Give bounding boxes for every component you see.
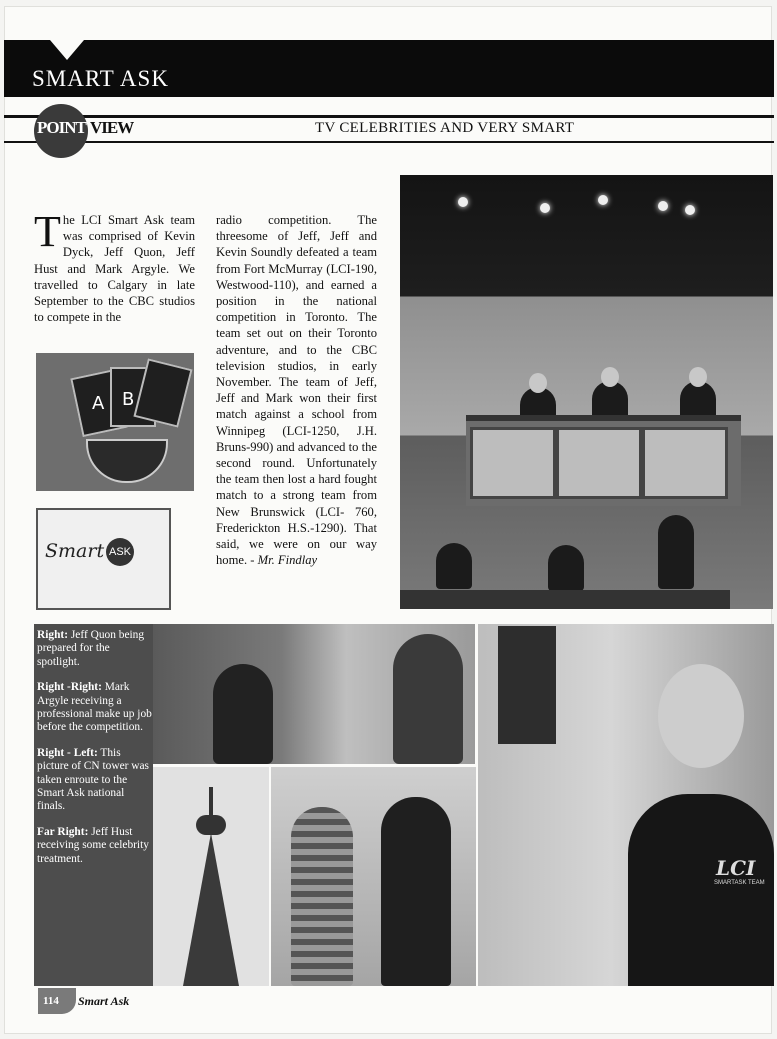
contestant-head [601, 367, 619, 387]
shirt-logo-subtitle: SMARTASK TEAM [714, 880, 765, 886]
section-subtitle: TV CELEBRITIES AND VERY SMART [315, 120, 575, 136]
studio-light [540, 203, 550, 213]
studio-light [598, 195, 608, 205]
studio-light [658, 201, 668, 211]
studio-crew [548, 545, 584, 591]
studio-light [458, 197, 468, 207]
article-signature: - Mr. Findlay [250, 553, 318, 568]
footer-label: Smart Ask [78, 994, 130, 1008]
rule-bottom [4, 141, 774, 143]
subject [381, 797, 451, 986]
logo-point-text: POINT [37, 118, 86, 137]
smart-ask-illustration [36, 353, 194, 491]
article-col1-text: he LCI Smart Ask team was comprised of Kevin Dyck, Jeff Quon, Jeff Hust and Mark Argyle. We travelled to Calgary in late September to the CBC studios to compete in the [34, 213, 195, 325]
header-notch [50, 40, 84, 60]
makeup-artist [393, 634, 463, 764]
caption-item: Far Right: Jeff Hust receiving some celebrity treatment. [37, 825, 149, 865]
drop-cap: T [34, 207, 61, 256]
tower-body [183, 833, 239, 986]
desk-screen [642, 427, 728, 499]
caption-item: Right -Right: Mark Argyle receiving a professional make up job before the competition. [37, 681, 152, 734]
contestant-head [529, 373, 547, 393]
page-number: 114 [43, 995, 59, 1007]
studio-crew [658, 515, 694, 589]
logo-view-text: VIEW [90, 118, 134, 137]
subject [213, 664, 273, 764]
logo-smart-text: Smart [45, 540, 105, 562]
contestant-head [689, 367, 707, 387]
desk-screen [470, 427, 556, 499]
jeff-hust-photo [478, 624, 774, 986]
desk-screen [556, 427, 642, 499]
studio-crew [436, 543, 472, 589]
shirt-logo: LCI [716, 856, 756, 880]
tv-studio-photo [400, 175, 773, 609]
host-table [400, 590, 730, 609]
studio-light [685, 205, 695, 215]
article-column-1 [34, 207, 195, 325]
tower-antenna [209, 787, 213, 817]
cup-illustration [86, 439, 168, 483]
makeup-photo-mark-argyle [271, 767, 476, 986]
subject-shirt [628, 794, 774, 986]
wall-poster [498, 626, 556, 744]
caption-item: Right - Left: This picture of CN tower was taken enroute to the Smart Ask national finals. [37, 746, 149, 813]
tower-pod [196, 815, 226, 835]
section-title: SMART ASK [32, 66, 169, 91]
photo-captions [37, 629, 152, 878]
logo-ask-badge: ASK [106, 538, 134, 566]
smart-ask-logo [36, 508, 171, 610]
cn-tower-photo [153, 767, 269, 986]
caption-item: Right: Jeff Quon being prepared for the spotlight. [37, 629, 145, 668]
subject-face [658, 664, 744, 768]
card-letter: B [122, 389, 135, 410]
card-letter: A [92, 393, 105, 414]
makeup-artist [291, 807, 353, 986]
article-col2-text: radio competition. The threesome of Jeff, Jeff and Kevin Soundly defeated a team from Fort McMurray (LCI-190, Westwood-110), and earned a position in the national competition in Toronto. The team set out on their Toronto adventure, and to the CBC television studios, in early November. The team of Jeff, Jeff and Mark won their first match against a school from Winnipeg (LCI-1250, J.H. Bruns-990) and advanced to the second round. Unfortunately the team then lost a hard fought match to a strong team from New Brunswick (LCI- 760, Frederickton H.S.-1290). That said, we were on our way home. [216, 213, 377, 568]
makeup-photo-jeff-quon [153, 624, 475, 764]
article-column-2 [216, 212, 377, 568]
